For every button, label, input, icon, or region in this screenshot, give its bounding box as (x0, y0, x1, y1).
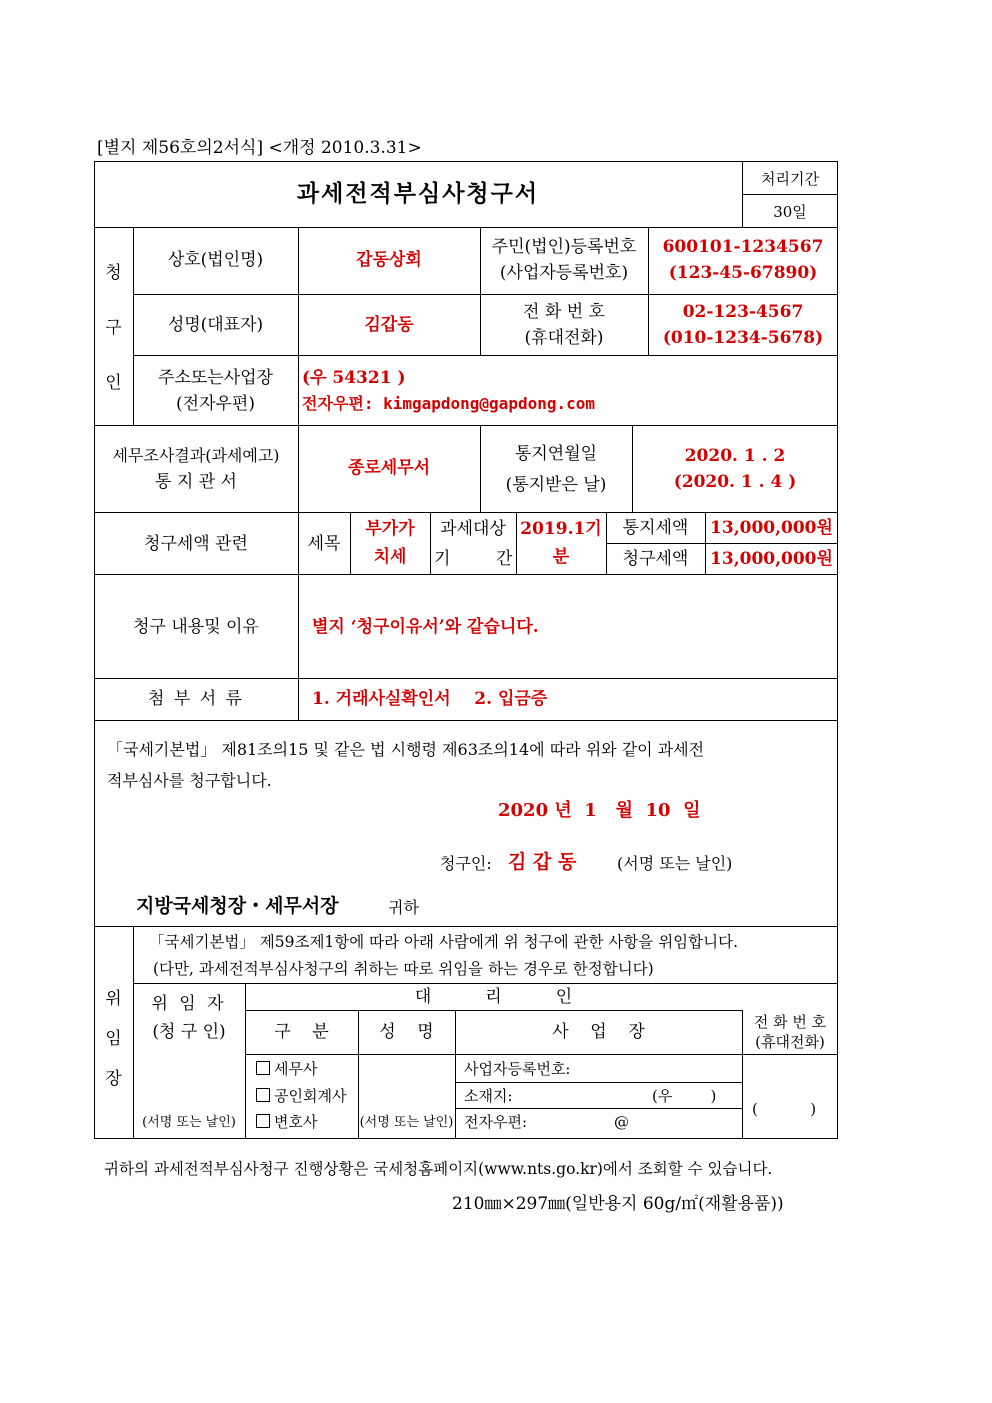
rule (245, 1010, 742, 1011)
notice-date-sublabel: (통지받은 날) (505, 475, 607, 495)
rule (606, 543, 838, 544)
rule (480, 425, 481, 512)
declaration-text-cont: 적부심사를 청구합니다. (107, 771, 272, 790)
phone-label: 전 화 번 호 (523, 302, 605, 322)
phone-sublabel: (휴대전화) (524, 328, 604, 348)
biz-email-at: @ (614, 1113, 629, 1131)
rule (298, 574, 299, 720)
rule (632, 425, 633, 512)
regno-label: 주민(법인)등록번호 (491, 237, 637, 257)
tax-period-value: 2019.1기 (520, 519, 602, 539)
delegation-text: 「국세기본법」 제59조제1항에 따라 아래 사람에게 위 청구에 관한 사항을 위임합니다. (149, 933, 738, 951)
rule (742, 194, 838, 195)
delegation-side-char: 장 (105, 1069, 122, 1089)
tax-item-value: 부가가 (365, 519, 415, 539)
reason-label: 청구 내용및 이유 (133, 617, 259, 637)
tax-period-label: 과세대상 (440, 519, 506, 539)
notice-amount-label: 통지세액 (622, 518, 689, 538)
phone-value: 02-123-4567 (682, 302, 804, 322)
addressee-suffix: 귀하 (388, 898, 419, 917)
footer-note: 귀하의 과세전적부심사청구 진행상황은 국세청홈페이지(www.nts.go.kr)에서 조회할 수 있습니다. (104, 1160, 773, 1178)
notice-amount-value: 13,000,000원 (710, 518, 833, 538)
name-value: 김갑동 (364, 315, 414, 335)
company-value: 갑동상회 (356, 250, 422, 270)
checkbox[interactable] (256, 1061, 270, 1075)
biz-address-label: 소재지: (464, 1087, 513, 1105)
claimant-side-char: 청 (105, 263, 122, 283)
form-number: [별지 제56호의2서식] <개정 2010.3.31> (97, 138, 422, 158)
col-name: 성 명 (379, 1022, 434, 1042)
agent-sign-note: (서명 또는 날인) (359, 1115, 454, 1130)
biz-postal: (우 ) (652, 1087, 717, 1105)
claimant-side-char: 인 (105, 373, 122, 393)
col-business: 사 업 장 (552, 1022, 645, 1042)
declaration-date: 2020 년 1 월 10 일 (498, 800, 701, 821)
tax-period-label-char: 간 (496, 549, 513, 569)
regno-sublabel: (사업자등록번호) (499, 263, 629, 283)
tax-item-value-cont: 치세 (373, 547, 407, 567)
declaration-text: 「국세기본법」 제81조의15 및 같은 법 시행령 제63조의14에 따라 위와 같이 과세전 (107, 740, 705, 759)
rule (455, 1108, 742, 1109)
col-phone: 전 화 번 호 (753, 1013, 827, 1031)
col-type: 구 분 (274, 1022, 329, 1042)
claim-amount-total-label: 청구세액 (622, 549, 689, 569)
delegation-note: (다만, 과세전적부심사청구의 취하는 따로 위임을 하는 경우로 한정합니다) (153, 960, 654, 978)
received-date-value: (2020. 1 . 4 ) (673, 472, 797, 492)
tax-period-value-cont: 분 (552, 547, 570, 567)
address-value: (우 54321 ) (302, 368, 406, 388)
rule (133, 355, 838, 356)
agent-phone-paren: ( ) (752, 1100, 817, 1118)
address-label: 주소또는사업장 (158, 368, 273, 388)
notice-date-value: 2020. 1 . 2 (684, 446, 786, 466)
claim-amount-label: 청구세액 관련 (144, 534, 248, 554)
email-value: 전자우편: kimgapdong@gapdong.com (302, 394, 596, 413)
rule (94, 574, 838, 575)
rule (94, 425, 838, 426)
delegation-side-char: 위 (105, 989, 122, 1009)
sign-note: (서명 또는 날인) (617, 854, 733, 873)
attachments-label: 첨 부 서 류 (148, 689, 244, 709)
notice-office-sublabel: 통 지 관 서 (155, 472, 237, 492)
page-title: 과세전적부심사청구서 (296, 180, 540, 207)
reason-value: 별지 ‘청구이유서’와 같습니다. (312, 617, 539, 637)
biz-email-label: 전자우편: (464, 1113, 528, 1131)
type-tax-accountant[interactable]: 세무사 (256, 1058, 317, 1080)
paper-spec: 210㎜×297㎜(일반용지 60g/㎡(재활용품)) (452, 1194, 784, 1214)
claimant-side-char: 구 (105, 318, 122, 338)
bizno-value: (123-45-67890) (668, 263, 818, 283)
tax-period-label-char: 기 (434, 549, 451, 569)
delegator-sublabel: (청 구 인) (152, 1022, 226, 1042)
attachments-value: 1. 거래사실확인서 2. 입금증 (312, 689, 548, 709)
rule (133, 294, 838, 295)
checkbox[interactable] (256, 1114, 270, 1128)
claim-amount-value: 13,000,000원 (710, 549, 833, 569)
rule (133, 983, 838, 984)
company-label: 상호(법인명) (167, 250, 264, 270)
claimant-sign-name: 김 갑 동 (508, 851, 577, 873)
notice-office-value: 종로세무서 (347, 458, 431, 478)
checkbox[interactable] (256, 1088, 270, 1102)
type-lawyer[interactable]: 변호사 (256, 1111, 317, 1133)
notice-date-label: 통지연월일 (514, 444, 598, 464)
delegator-label: 위 임 자 (151, 994, 227, 1014)
agent-label: 대 리 인 (414, 987, 573, 1007)
rule (94, 926, 838, 927)
name-label: 성명(대표자) (167, 315, 264, 335)
mobile-value: (010-1234-5678) (662, 328, 824, 348)
processing-period-value: 30일 (773, 203, 807, 221)
regno-value: 600101-1234567 (662, 237, 824, 257)
addressee: 지방국세청장・세무서장 (136, 895, 339, 917)
rule (94, 227, 838, 228)
col-phone-sub: (휴대전화) (755, 1033, 825, 1051)
biz-regno-label: 사업자등록번호: (464, 1060, 571, 1078)
notice-office-label: 세무조사결과(과세예고) (112, 446, 280, 465)
claimant-sign-label: 청구인: (440, 854, 492, 873)
rule (245, 1054, 838, 1055)
email-label: (전자우편) (176, 394, 255, 414)
processing-period-label: 처리기간 (761, 170, 819, 188)
type-cpa[interactable]: 공인회계사 (256, 1085, 346, 1107)
rule (455, 1082, 742, 1083)
rule (94, 720, 838, 721)
rule (94, 678, 838, 679)
rule (94, 512, 838, 513)
tax-item-label: 세목 (307, 534, 341, 554)
delegation-side-char: 임 (105, 1029, 122, 1049)
delegator-sign-note: (서명 또는 날인) (142, 1115, 236, 1130)
